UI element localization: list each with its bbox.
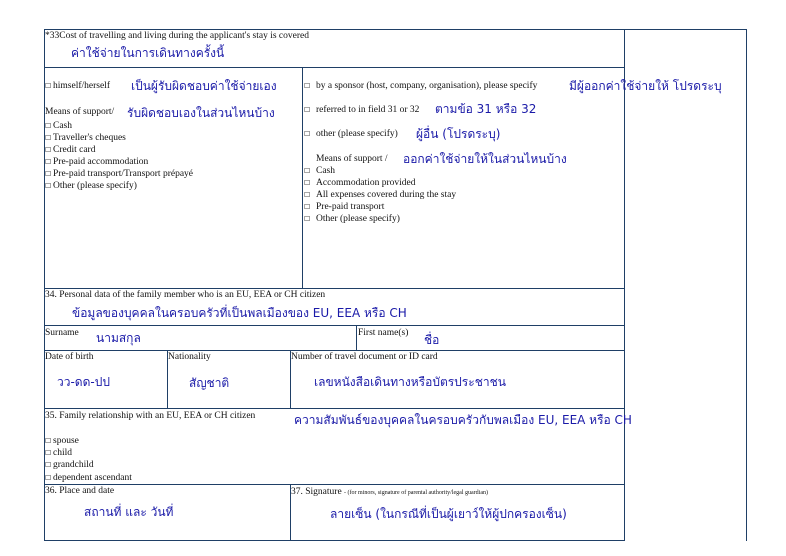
s36-title: 36. Place and date: [45, 486, 115, 496]
s33-column-divider: [302, 67, 303, 288]
s35-top-line: [44, 408, 625, 409]
left-option-prepaid-transport: Pre-paid transport/Transport prépayé: [53, 169, 194, 179]
nationality-thai[interactable]: สัญชาติ: [189, 376, 230, 390]
relation-grandchild: grandchild: [53, 460, 94, 470]
right-option-all-expenses: All expenses covered during the stay: [316, 190, 457, 200]
document-number-thai[interactable]: เลขหนังสือเดินทางหรือบัตรประชาชน: [314, 375, 506, 389]
form-border-bottom: [44, 540, 625, 541]
first-name-thai[interactable]: ชื่อ: [424, 333, 440, 347]
document-number-label: Number of travel document or ID card: [291, 352, 438, 362]
s35-title: 35. Family relationship with an EU, EEA or CH citizen: [45, 411, 256, 421]
referred-thai: ตามข้อ 31 หรือ 32: [435, 102, 537, 116]
right-option-other: Other (please specify): [316, 214, 400, 224]
checkbox-all-expenses[interactable]: ☐: [304, 191, 311, 199]
dob-label: Date of birth: [45, 352, 94, 362]
sponsor-thai: มีผู้ออกค่าใช้จ่ายให้ โปรดระบุ: [569, 79, 722, 93]
checkbox-right-other[interactable]: ☐: [304, 130, 311, 138]
s36-top-line: [44, 484, 625, 485]
s37-title-text: 37. Signature: [291, 487, 342, 497]
checkbox-prepaid-accommodation[interactable]: ☐: [45, 158, 52, 166]
s34-name-divider: [356, 325, 357, 350]
checkbox-grandchild[interactable]: ☐: [45, 461, 52, 469]
checkbox-dependent-ascendant[interactable]: ☐: [45, 474, 52, 482]
himself-thai: เป็นผู้รับผิดชอบค่าใช้จ่ายเอง: [131, 79, 277, 93]
inner-column-divider: [624, 29, 625, 541]
relation-spouse: spouse: [53, 436, 79, 446]
left-option-prepaid-accommodation: Pre-paid accommodation: [53, 157, 149, 167]
checkbox-right-other-specify[interactable]: ☐: [304, 215, 311, 223]
right-option-accommodation-provided: Accommodation provided: [316, 178, 416, 188]
checkbox-himself[interactable]: ☐: [45, 82, 52, 90]
checkbox-spouse[interactable]: ☐: [45, 437, 52, 445]
checkbox-sponsor[interactable]: ☐: [304, 82, 311, 90]
checkbox-accommodation-provided[interactable]: ☐: [304, 179, 311, 187]
himself-label: himself/herself: [53, 81, 110, 91]
s33-row-divider: [44, 67, 625, 68]
s33-title-thai: ค่าใช้จ่ายในการเดินทางครั้งนี้: [71, 46, 225, 60]
checkbox-credit-card[interactable]: ☐: [45, 146, 52, 154]
right-option-cash: Cash: [316, 166, 335, 176]
checkbox-cash[interactable]: ☐: [45, 122, 52, 130]
left-means-label: Means of support/: [45, 107, 115, 117]
left-option-credit-card: Credit card: [53, 145, 96, 155]
left-means-thai: รับผิดชอบเองในส่วนไหนบ้าง: [127, 106, 275, 120]
left-option-cash: Cash: [53, 121, 72, 131]
form-border-right: [746, 29, 747, 541]
checkbox-referred[interactable]: ☐: [304, 106, 311, 114]
relation-dependent-ascendant: dependent ascendant: [53, 473, 132, 483]
s35-title-thai: ความสัมพันธ์ของบุคคลในครอบครัวกับพลเมือง EU, EEA หรือ CH: [294, 413, 632, 427]
sponsor-label: by a sponsor (host, company, organisation), please specify: [316, 81, 538, 91]
right-means-thai: ออกค่าใช้จ่ายให้ในส่วนไหนบ้าง: [403, 152, 567, 166]
checkbox-travellers-cheques[interactable]: ☐: [45, 134, 52, 142]
left-option-other: Other (please specify): [53, 181, 137, 191]
dob-thai[interactable]: วว-ดด-ปป: [57, 375, 110, 389]
s34-title: 34. Personal data of the family member who is an EU, EEA or CH citizen: [45, 290, 326, 300]
s37-title-thai[interactable]: ลายเซ็น (ในกรณีที่เป็นผู้เยาว์ให้ผู้ปกครองเซ็น): [330, 507, 567, 521]
checkbox-left-other[interactable]: ☐: [45, 182, 52, 190]
surname-label: Surname: [45, 328, 79, 338]
checkbox-prepaid-transport[interactable]: ☐: [45, 170, 52, 178]
s36-title-thai[interactable]: สถานที่ และ วันที่: [84, 505, 174, 519]
surname-thai[interactable]: นามสกุล: [96, 331, 141, 345]
first-name-label: First name(s): [358, 328, 409, 338]
right-other-label: other (please specify): [316, 129, 398, 139]
checkbox-right-cash[interactable]: ☐: [304, 167, 311, 175]
s37-title: [291, 486, 488, 499]
referred-label: referred to in field 31 or 32: [316, 105, 420, 115]
s34-title-thai: ข้อมูลของบุคคลในครอบครัวที่เป็นพลเมืองของ EU, EEA หรือ CH: [72, 306, 407, 320]
left-option-travellers-cheques: Traveller's cheques: [53, 133, 126, 143]
right-option-prepaid-transport: Pre-paid transport: [316, 202, 385, 212]
checkbox-child[interactable]: ☐: [45, 449, 52, 457]
right-means-label: Means of support /: [316, 154, 388, 164]
s37-note: - (for minors, signature of parental authority/legal guardian): [344, 490, 488, 496]
right-other-thai: ผู้อื่น (โปรดระบุ): [416, 127, 501, 141]
s33-title: *33Cost of travelling and living during the applicant's stay is covered: [45, 31, 309, 41]
nationality-label: Nationality: [168, 352, 211, 362]
s34-name-row-top: [44, 325, 625, 326]
relation-child: child: [53, 448, 72, 458]
checkbox-right-prepaid-transport[interactable]: ☐: [304, 203, 311, 211]
